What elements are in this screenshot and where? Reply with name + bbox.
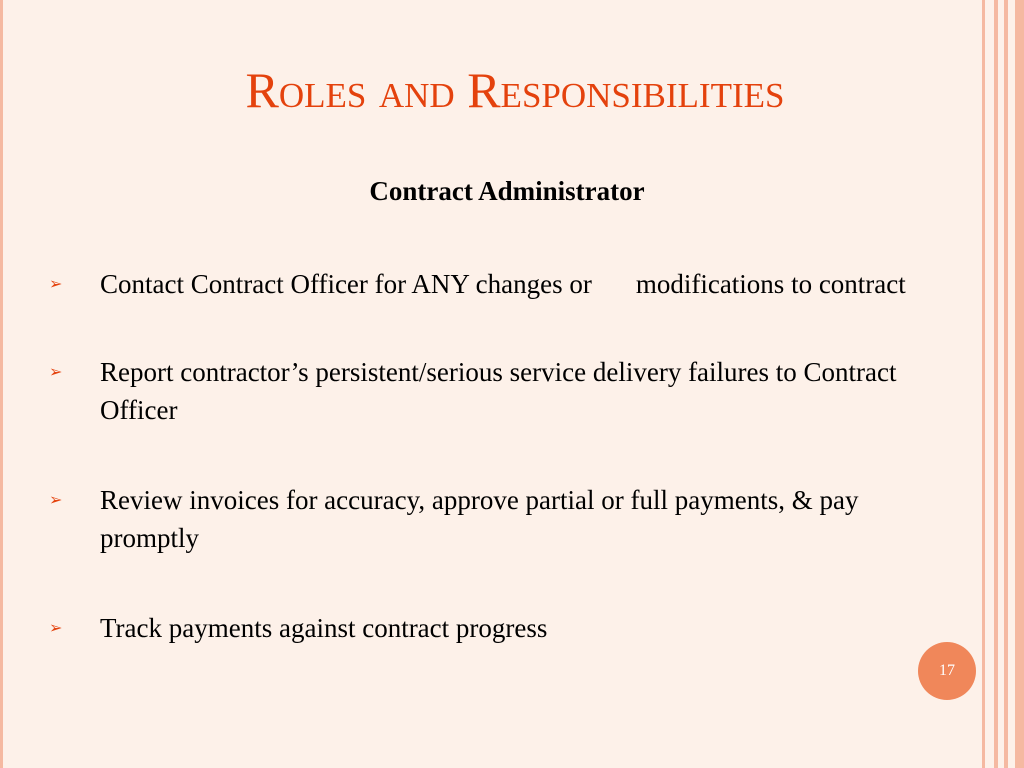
bullet-text: modifications to contract: [635, 269, 906, 299]
bullet-text: Contact Contract Officer for ANY changes or: [100, 269, 592, 299]
bullet-item: [47, 265, 957, 303]
arrow-bullet-icon: ➢: [49, 618, 63, 637]
arrow-bullet-icon: ➢: [49, 490, 63, 509]
page-number: 17: [939, 662, 955, 679]
bullet-text: Track payments against contract progress: [100, 613, 548, 643]
bullet-text: Review invoices for accuracy, approve partial or full payments, & pay promptly: [100, 485, 859, 553]
bullet-list: [47, 265, 957, 647]
page-number-badge: [918, 642, 976, 700]
bullet-text: Report contractor’s persistent/serious service delivery failures to Contract Officer: [100, 357, 897, 425]
slide-title: Roles and Responsibilities: [245, 62, 785, 118]
bullet-item: [47, 481, 957, 557]
slide-subtitle: Contract Administrator: [369, 176, 645, 206]
bullet-item: [47, 609, 957, 647]
arrow-bullet-icon: ➢: [49, 274, 63, 293]
arrow-bullet-icon: ➢: [49, 362, 63, 381]
bullet-item: [47, 353, 957, 429]
